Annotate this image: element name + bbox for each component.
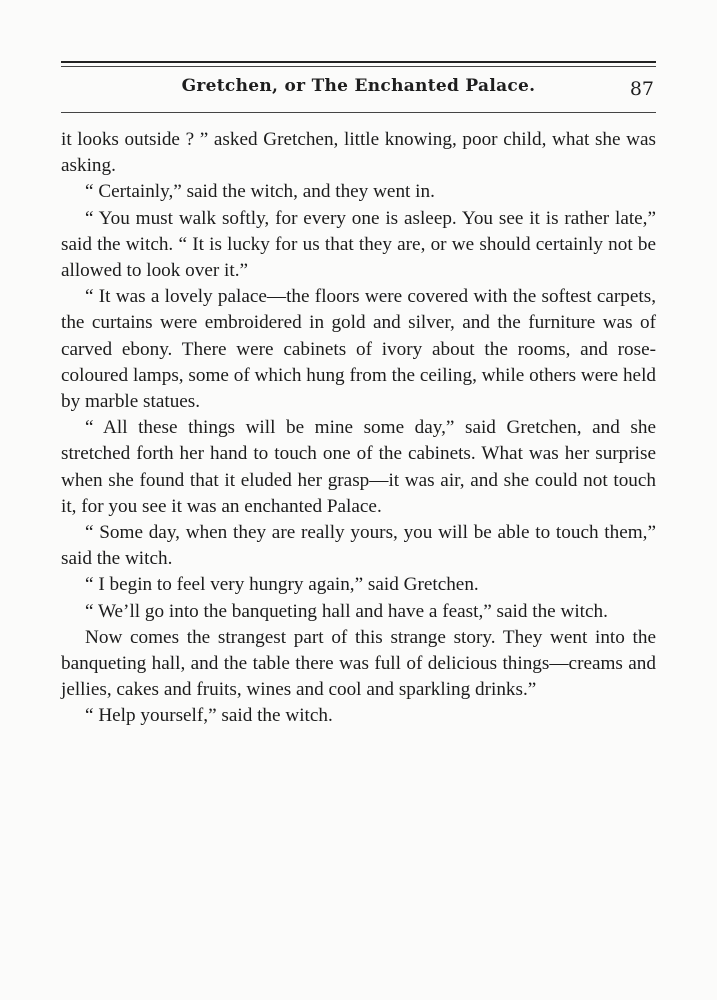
paragraph: it looks outside ? ” asked Gretchen, little knowing, poor child, what she was asking. <box>61 129 656 177</box>
paragraph: “ Some day, when they are really yours, you will be able to touch them,” said the witch. <box>61 522 656 570</box>
paragraph: “ It was a lovely palace—the floors were covered with the softest carpets, the curtains were embroidered in gold and silver, and the furniture was of carved ebony. There were cabinets of ivory about the rooms, and rose-coloured lamps, some of which hung from the ceiling, while others were held by marble statues. <box>61 286 656 413</box>
header-rule-thick <box>61 61 656 63</box>
paragraph: Now comes the strangest part of this strange story. They went into the banqueting hall, and the table there was full of delicious things—creams and jellies, cakes and fruits, wines and cool and sparkling drinks.” <box>61 626 656 701</box>
paragraph: “ Help yourself,” said the witch. <box>85 705 333 727</box>
paragraph: “ All these things will be mine some day,” said Gretchen, and she stretched forth her hand to touch one of the cabinets. What was her surprise when she found that it eluded her grasp—it was air, and she could not touch it, for you see it was an enchanted Palace. <box>61 417 656 517</box>
page-number: 87 <box>629 78 654 100</box>
header-rule-bottom <box>61 112 656 113</box>
paragraph: “ Certainly,” said the witch, and they went in. <box>85 181 435 203</box>
running-title: Gretchen, or The Enchanted Palace. <box>181 76 536 96</box>
paragraph: “ You must walk softly, for every one is asleep. You see it is rather late,” said the witch. “ It is lucky for us that they are, or we should certainly not be allowed to look over it.” <box>61 207 656 282</box>
paragraph: “ I begin to feel very hungry again,” said Gretchen. <box>85 574 479 596</box>
paragraph: “ We’ll go into the banqueting hall and have a feast,” said the witch. <box>85 600 608 622</box>
body-text <box>61 127 656 730</box>
header-rule-thin <box>61 66 656 67</box>
